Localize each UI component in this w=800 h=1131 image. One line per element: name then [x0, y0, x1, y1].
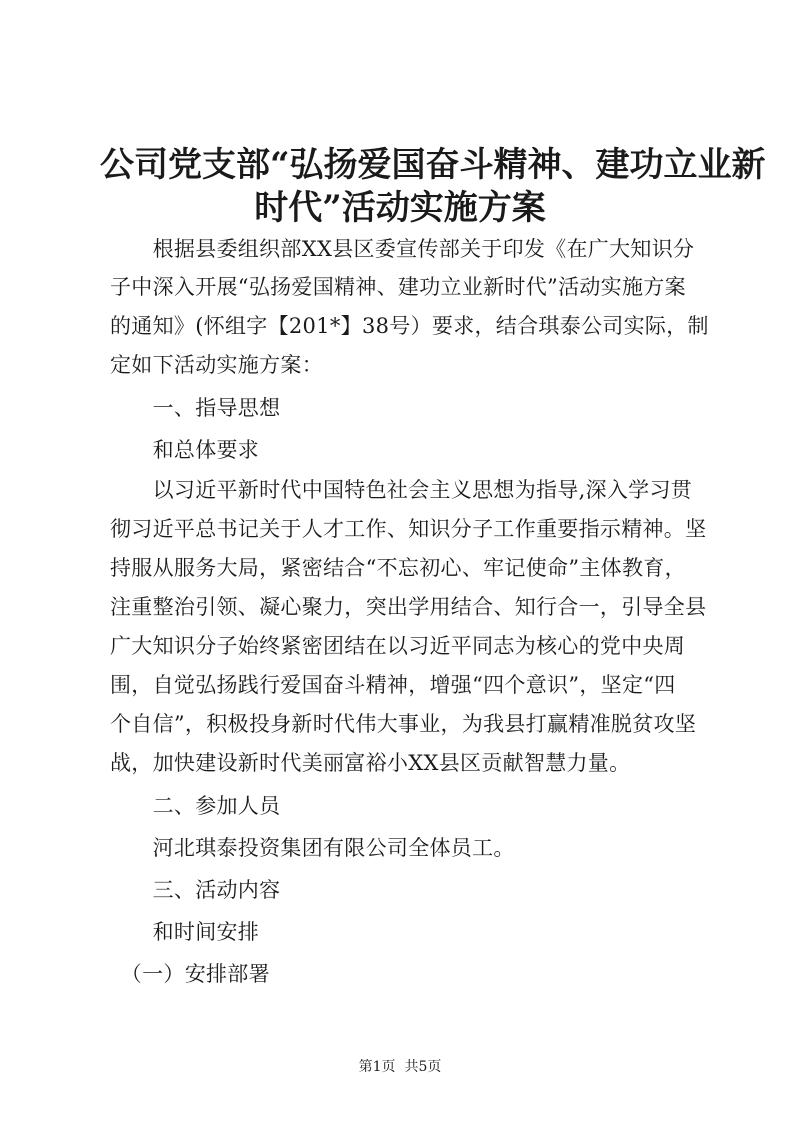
section-heading-1: 一、指导思想 [110, 396, 281, 420]
section-heading-3: 三、活动内容 [110, 878, 281, 902]
page-footer [0, 1058, 800, 1076]
body-line: 以习近平新时代中国特色社会主义思想为指导,深入学习贯 [110, 478, 693, 502]
body-line: 个自信”，积极投身新时代伟大事业，为我县打赢精准脱贫攻坚 [110, 712, 697, 736]
body-line: 彻习近平总书记关于人才工作、知识分子工作重要指示精神。坚 [110, 517, 707, 541]
document-title-line-1: 公司党支部“弘扬爱国奋斗精神、建功立业新 [100, 145, 766, 185]
section-heading-1-cont: 和总体要求 [110, 438, 260, 462]
body-line: 广大知识分子始终紧密团结在以习近平同志为核心的党中央周 [110, 634, 686, 658]
page-number: 第1页 共5页 [358, 1059, 442, 1075]
subsection-heading-1: （一）安排部署 [110, 962, 270, 986]
body-line: 围，自觉弘扬践行爱国奋斗精神，增强“四个意识”，坚定“四 [110, 673, 676, 697]
section-heading-3-cont: 和时间安排 [110, 920, 260, 944]
body-line: 定如下活动实施方案： [110, 353, 323, 377]
body-line: 战，加快建设新时代美丽富裕小XX县区贡献智慧力量。 [110, 751, 631, 775]
body-line: 根据县委组织部XX县区委宣传部关于印发《在广大知识分 [110, 237, 695, 261]
document-title-line-2: 时代”活动实施方案 [254, 188, 546, 228]
body-line: 注重整治引领、凝心聚力，突出学用结合、知行合一，引导全县 [110, 595, 707, 619]
body-line: 的通知》(怀组字【201*】38号）要求，结合琪泰公司实际，制 [110, 314, 709, 338]
body-line: 子中深入开展“弘扬爱国精神、建功立业新时代”活动实施方案 [110, 275, 686, 299]
body-line: 河北琪泰投资集团有限公司全体员工。 [110, 836, 515, 860]
section-heading-2: 二、参加人员 [110, 794, 281, 818]
body-line: 持服从服务大局，紧密结合“不忘初心、牢记使命”主体教育， [110, 556, 686, 580]
